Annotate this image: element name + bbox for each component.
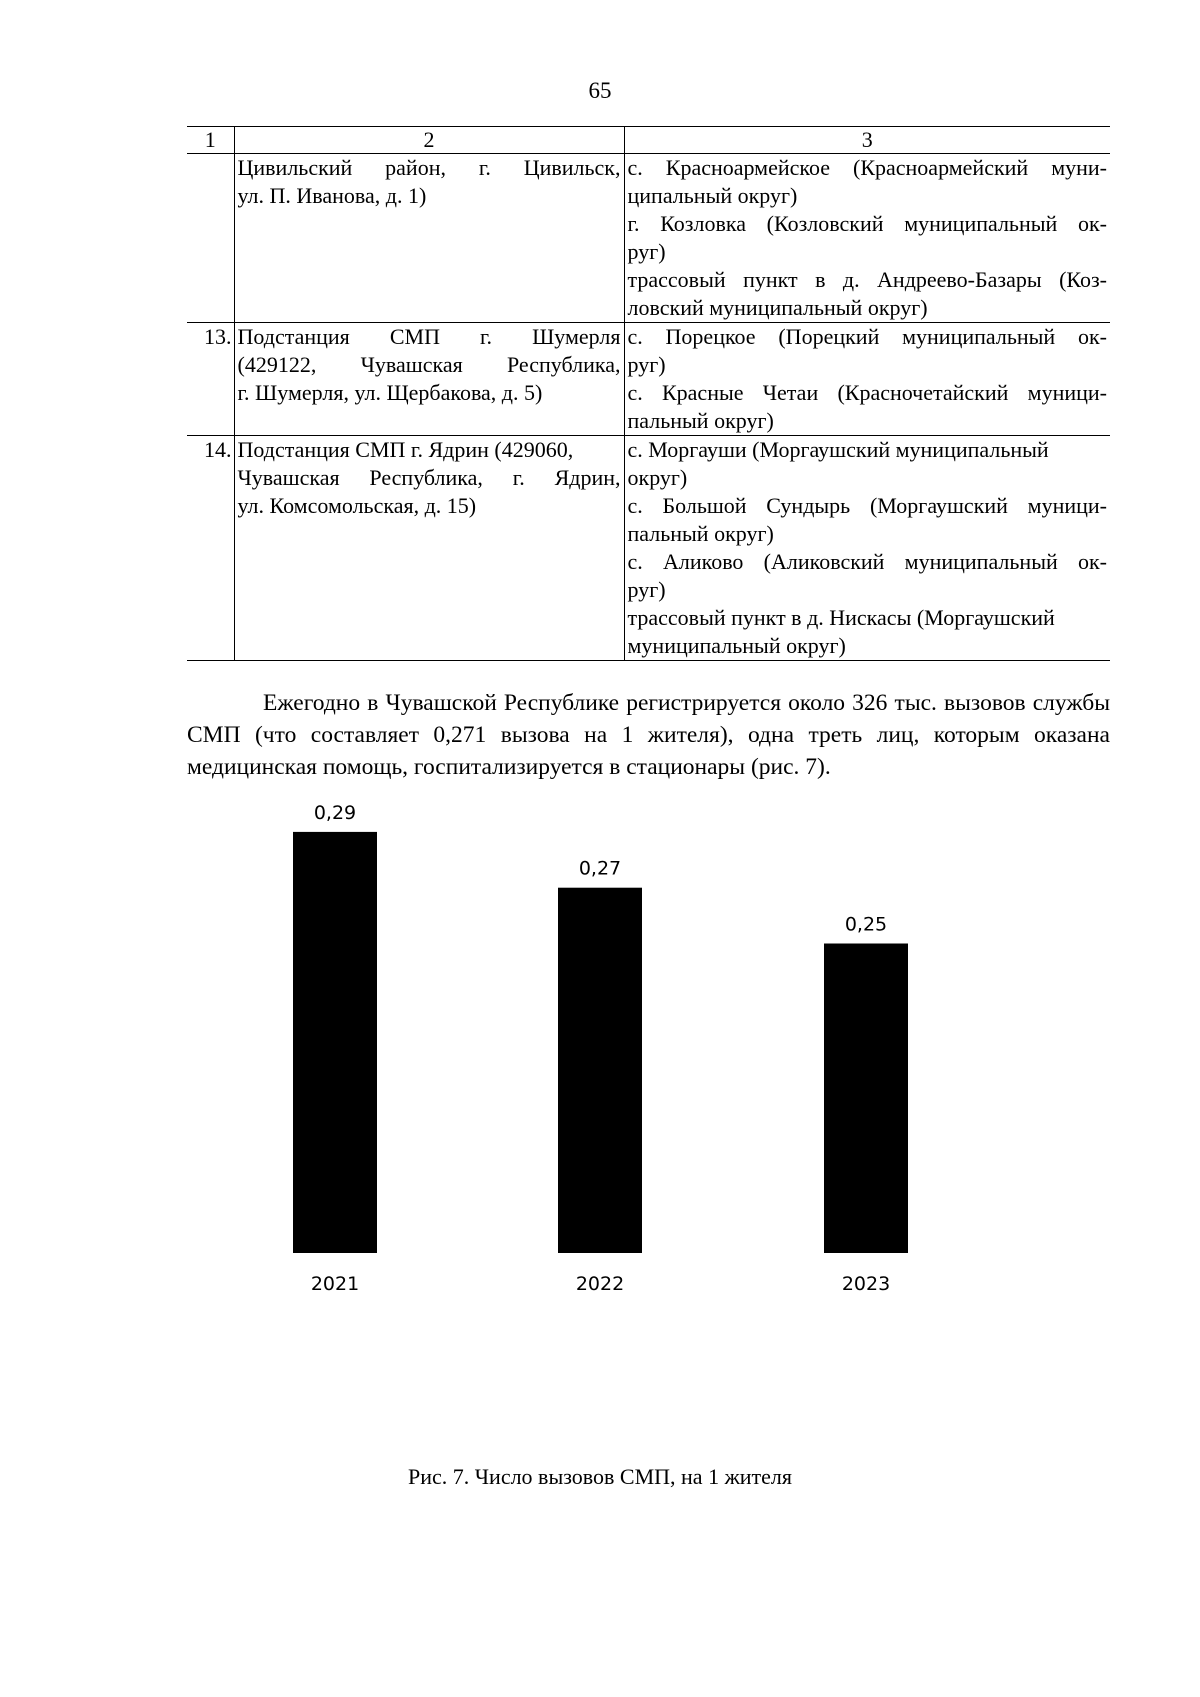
served-area-line: трассовый пункт в д. Андреево-Базары (Коз- [627, 267, 1107, 292]
served-areas-cell [624, 154, 1110, 323]
bar-2023 [824, 944, 908, 1254]
bar-value-label: 0,25 [844, 913, 888, 936]
table-header-cell: 2 [234, 127, 624, 154]
table-header-cell: 3 [624, 127, 1110, 154]
served-area-line: г. Козловка (Козловский муниципальный ок- [627, 211, 1107, 236]
served-area-line: руг) [627, 352, 666, 377]
table-row [187, 154, 1110, 323]
page-number: 65 [588, 78, 612, 103]
x-tick-label: 2021 [310, 1273, 360, 1295]
bar-2022 [558, 888, 642, 1253]
bar-value-label: 0,29 [313, 801, 357, 824]
served-area-line: пальный округ) [627, 408, 774, 433]
x-tick-label: 2023 [841, 1273, 891, 1295]
served-area-line: с. Аликово (Аликовский муниципальный ок- [627, 549, 1107, 574]
address-line: ул. П. Иванова, д. 1) [237, 183, 427, 208]
table-header-row [187, 127, 1110, 154]
substation-address-cell [234, 323, 624, 436]
served-area-line: трассовый пункт в д. Нискасы (Моргаушский [627, 605, 1055, 630]
body-paragraph: Ежегодно в Чувашской Республике регистрируется около 326 тыс. вызовов службы СМП (что составляет 0,271 вызова на 1 жителя), одна треть лиц, которым оказана медицинская помощь, госпитализируется в стационары (рис. 7). [187, 690, 1110, 780]
row-number: 14. [187, 436, 234, 661]
served-area-line: пальный округ) [627, 521, 774, 546]
served-area-line: руг) [627, 577, 666, 602]
row-number: 13. [187, 323, 234, 436]
served-area-line: с. Порецкое (Порецкий муниципальный ок- [627, 324, 1107, 349]
address-line: Чувашская Республика, г. Ядрин, [237, 465, 621, 490]
address-line: Подстанция СМП г. Ядрин (429060, [237, 437, 574, 462]
served-area-line: округ) [627, 465, 688, 490]
served-area-line: руг) [627, 239, 666, 264]
figure-caption: Рис. 7. Число вызовов СМП, на 1 жителя [407, 1464, 793, 1489]
served-area-line: с. Красные Четаи (Красночетайский муници- [627, 380, 1107, 405]
table-row [187, 323, 1110, 436]
served-area-line: с. Большой Сундырь (Моргаушский муници- [627, 493, 1107, 518]
address-line: Цивильский район, г. Цивильск, [237, 155, 621, 180]
table-row [187, 436, 1110, 661]
substations-table [187, 126, 1110, 661]
address-line: ул. Комсомольская, д. 15) [237, 493, 477, 518]
calls-per-resident-chart [0, 801, 1200, 1420]
served-area-line: ловский муниципальный округ) [627, 295, 928, 320]
address-line: (429122, Чувашская Республика, [237, 352, 621, 377]
served-areas-cell [624, 323, 1110, 436]
address-line: г. Шумерля, ул. Щербакова, д. 5) [237, 380, 543, 405]
x-tick-label: 2022 [575, 1273, 625, 1295]
address-line: Подстанция СМП г. Шумерля [237, 324, 621, 349]
substation-address-cell [234, 154, 624, 323]
served-area-line: ципальный округ) [627, 183, 798, 208]
row-number [187, 154, 234, 323]
served-areas-cell [624, 436, 1110, 661]
served-area-line: муниципальный округ) [627, 633, 846, 658]
bar-2021 [293, 832, 377, 1253]
table-header-cell: 1 [187, 127, 234, 154]
substation-address-cell [234, 436, 624, 661]
bar-value-label: 0,27 [578, 857, 622, 880]
served-area-line: с. Моргауши (Моргаушский муниципальный [627, 437, 1049, 462]
served-area-line: с. Красноармейское (Красноармейский муни- [627, 155, 1107, 180]
